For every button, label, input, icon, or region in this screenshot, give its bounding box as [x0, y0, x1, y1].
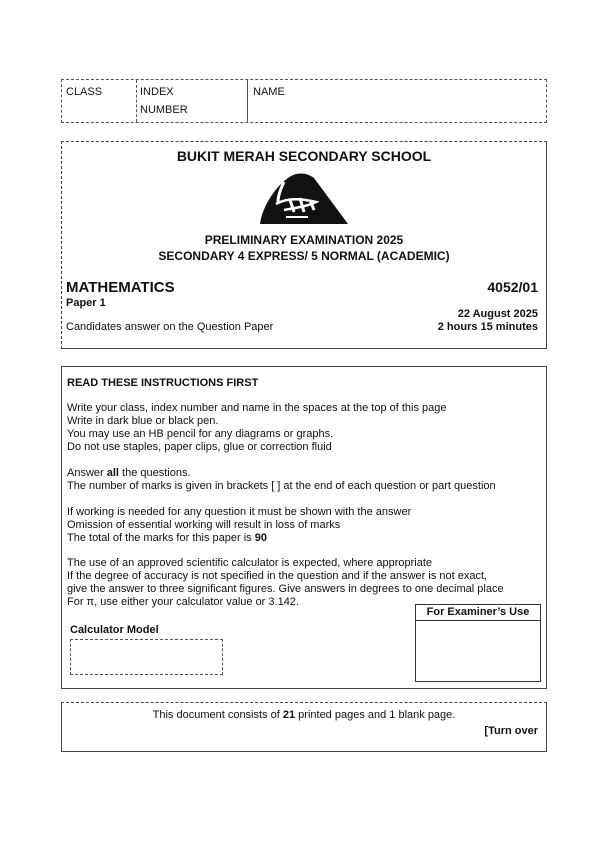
index-label: INDEX	[140, 86, 174, 98]
calculator-model-label: Calculator Model	[70, 624, 159, 636]
pages-pre: This document consists of	[152, 709, 283, 721]
pages-count: 21	[282, 709, 296, 721]
total-pre: The total of the marks for this paper is	[67, 532, 255, 544]
instruction-line: If the degree of accuracy is not specified in the question and if the answer is not exact,	[67, 570, 488, 582]
exam-title: PRELIMINARY EXAMINATION 2025	[204, 233, 404, 247]
instructions-block-2	[67, 467, 496, 493]
instruction-line: Write your class, index number and name in the spaces at the top of this page	[67, 402, 447, 414]
instructions-block-3	[67, 506, 411, 545]
instruction-line: Do not use staples, paper clips, glue or correction fluid	[67, 441, 332, 453]
name-label: NAME	[253, 86, 285, 98]
instructions-block-1	[67, 402, 447, 454]
exam-duration: 2 hours 15 minutes	[437, 321, 538, 333]
instruction-line: Omission of essential working will result in loss of marks	[67, 519, 341, 531]
exam-level: SECONDARY 4 EXPRESS/ 5 NORMAL (ACADEMIC)	[158, 249, 450, 263]
page-count-line	[61, 709, 547, 721]
instruction-line: The use of an approved scientific calculator is expected, where appropriate	[67, 557, 433, 569]
calculator-model-field[interactable]	[70, 639, 223, 675]
instruction-line: give the answer to three significant figures. Give answers in degrees to one decimal place	[67, 583, 504, 595]
instruction-line: Write in dark blue or black pen.	[67, 415, 219, 427]
turn-over: [Turn over	[484, 725, 538, 737]
answer-pre: Answer	[67, 467, 107, 479]
candidates-note: Candidates answer on the Question Paper	[66, 321, 274, 333]
instruction-line: If working is needed for any question it must be shown with the answer	[67, 506, 412, 518]
number-label: NUMBER	[140, 104, 188, 116]
answer-all-line	[67, 467, 496, 480]
total-value: 90	[254, 532, 267, 544]
class-label: CLASS	[66, 86, 103, 98]
answer-bold: all	[106, 467, 119, 479]
subject-name: MATHEMATICS	[66, 279, 175, 296]
paper-number: Paper 1	[66, 297, 106, 309]
name-divider	[247, 80, 248, 122]
candidate-details-box	[61, 79, 547, 123]
index-divider	[136, 80, 137, 122]
instruction-line: For π, use either your calculator value or 3.142.	[67, 596, 299, 608]
exam-date: 22 August 2025	[457, 308, 538, 320]
examiners-use-label: For Examiner’s Use	[415, 606, 541, 621]
paper-code: 4052/01	[487, 279, 538, 295]
instructions-heading: READ THESE INSTRUCTIONS FIRST	[67, 377, 259, 389]
school-name: BUKIT MERAH SECONDARY SCHOOL	[176, 148, 432, 164]
instructions-block-4	[67, 557, 504, 609]
marks-line: The number of marks is given in brackets [ ] at the end of each question or part question	[67, 480, 496, 492]
total-marks-line	[67, 532, 411, 545]
instruction-line: You may use an HB pencil for any diagrams or graphs.	[67, 428, 334, 440]
pages-post: printed pages and 1 blank page.	[295, 709, 456, 721]
answer-post: the questions.	[118, 467, 191, 479]
school-logo	[256, 170, 352, 228]
school-logo-icon	[256, 170, 352, 228]
